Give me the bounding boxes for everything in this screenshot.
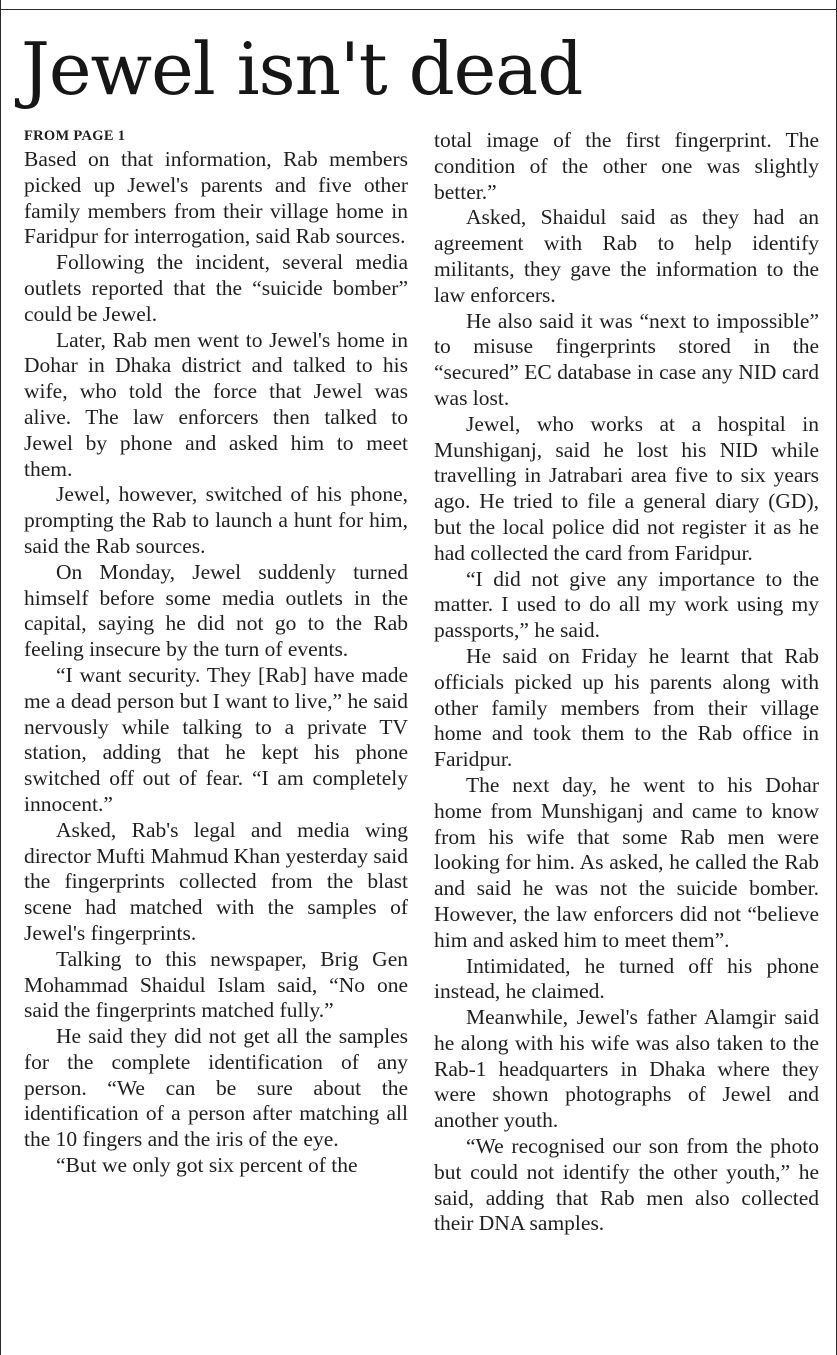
paragraph: Jewel, however, switched of his phone, prompting the Rab to launch a hunt for him, said the Rab sources. <box>24 482 408 558</box>
paragraph: On Monday, Jewel suddenly turned himself before some media outlets in the capital, saying he did not go to the Rab feeling insecure by the turn of events. <box>24 559 408 662</box>
paragraph: Jewel, who works at a hospital in Munshiganj, said he lost his NID while travelling in Jatrabari area five to six years ago. He tried to file a general diary (GD), but the local police did not register it as he had collected the card from Faridpur. <box>434 411 819 565</box>
paragraph: Later, Rab men went to Jewel's home in Dohar in Dhaka district and talked to his wife, who told the force that Jewel was alive. The law enforcers then talked to Jewel by phone and asked him to meet them. <box>24 327 408 481</box>
paragraph: “I did not give any importance to the matter. I used to do all my work using my passports,” he said. <box>434 566 819 643</box>
paragraph: Intimidated, he turned off his phone instead, he claimed. <box>434 953 819 1004</box>
paragraph: The next day, he went to his Dohar home from Munshiganj and came to know from his wife that some Rab men were looking for him. As asked, he called the Rab and said he was not the suicide bomber. However, the law enforcers did not “believe him and asked him to meet them”. <box>434 772 819 952</box>
paragraph: Talking to this newspaper, Brig Gen Mohammad Shaidul Islam said, “No one said the fingerprints matched fully.” <box>24 946 408 1023</box>
paragraph: “I want security. They [Rab] have made me a dead person but I want to live,” he said nervously while talking to a private TV station, adding that he kept his phone switched off out of fear. “I am completely innocent.” <box>24 662 408 816</box>
paragraph: Asked, Shaidul said as they had an agreement with Rab to help identify militants, they gave the information to the law enforcers. <box>434 205 819 307</box>
paragraph: total image of the first fingerprint. The condition of the other one was slightly better.” <box>434 128 819 204</box>
paragraph: “We recognised our son from the photo but could not identify the other youth,” he said, adding that Rab men also collected their DNA samples. <box>434 1134 819 1236</box>
paragraph: “But we only got six percent of the <box>56 1153 358 1178</box>
headline: Jewel isn't dead <box>21 27 583 111</box>
paragraph: Following the incident, several media outlets reported that the “suicide bomber” could be Jewel. <box>24 250 408 326</box>
paragraph: He said on Friday he learnt that Rab officials picked up his parents along with other family members from their village home and took them to the Rab office in Faridpur. <box>434 643 819 772</box>
paragraph: Based on that information, Rab members picked up Jewel's parents and five other family members from their village home in Faridpur for interrogation, said Rab sources. <box>24 147 408 249</box>
left-column <box>24 126 408 1355</box>
top-rule <box>1 9 836 10</box>
dateline: FROM PAGE 1 <box>24 128 126 144</box>
paragraph: Asked, Rab's legal and media wing director Mufti Mahmud Khan yesterday said the fingerprints collected from the blast scene had matched with the samples of Jewel's fingerprints. <box>24 817 408 945</box>
paragraph: He said they did not get all the samples for the complete identification of any person. “We can be sure about the identification of a person after matching all the 10 fingers and the iris of the eye. <box>24 1024 408 1152</box>
right-column <box>434 128 819 1355</box>
paragraph: Meanwhile, Jewel's father Alamgir said he along with his wife was also taken to the Rab-1 headquarters in Dhaka where they were shown photographs of Jewel and another youth. <box>434 1005 819 1133</box>
paragraph: He also said it was “next to impossible” to misuse fingerprints stored in the “secured” EC database in case any NID card was lost. <box>434 308 819 410</box>
